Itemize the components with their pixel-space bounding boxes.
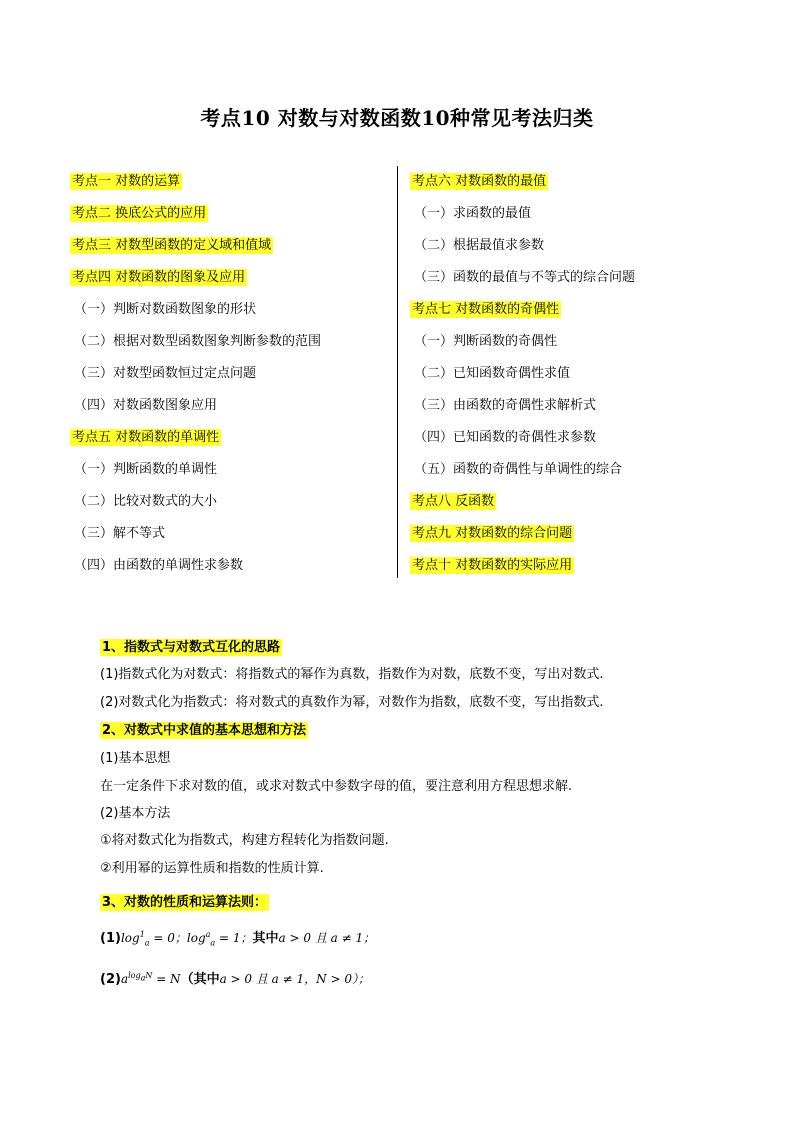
log-1-eq: = 0； [149, 931, 187, 945]
toc-item[interactable] [70, 426, 390, 458]
toc-subtopic-label: （四）对数函数图象应用 [74, 398, 218, 413]
power-exp-sub: a [140, 973, 146, 983]
log-2-eq: = 1； [215, 931, 253, 945]
toc-subtopic-label: （二）比较对数式的大小 [74, 494, 218, 509]
toc-item[interactable] [70, 298, 390, 330]
power-eq: = N [152, 972, 181, 986]
toc-topic-label: 考点七 对数函数的奇偶性 [412, 302, 560, 317]
toc-subtopic-label: （一）求函数的最值 [414, 206, 532, 221]
toc-subtopic-label: （二）已知函数奇偶性求值 [414, 366, 571, 381]
toc-item[interactable] [410, 458, 740, 490]
toc-item[interactable] [70, 522, 390, 554]
formula-2-condition: a > 0 且 a ≠ 1，N > 0）； [219, 972, 370, 986]
section-1-heading [100, 636, 282, 655]
toc-item[interactable] [70, 266, 390, 298]
toc-topic-label: 考点四 对数函数的图象及应用 [72, 270, 246, 285]
toc-subtopic-label: （一）判断对数函数图象的形状 [74, 302, 257, 317]
power-base: a [120, 972, 129, 986]
power-exponent [128, 971, 153, 983]
toc-item[interactable] [410, 522, 740, 554]
toc-item[interactable] [70, 394, 390, 426]
toc-subtopic-label: （四）已知函数的奇偶性求参数 [414, 430, 597, 445]
section-2-subheading-1: (1)基本思想 [100, 751, 171, 766]
section-3-heading [100, 891, 269, 910]
toc-item[interactable] [410, 426, 740, 458]
section-2-method-1: ①将对数式化为指数式，构建方程转化为指数问题. [100, 833, 389, 848]
log-expression-2 [186, 930, 253, 948]
toc-topic-label: 考点六 对数函数的最值 [412, 174, 547, 189]
toc-subtopic-label: （二）根据对数型函数图象判断参数的范围 [74, 334, 322, 349]
toc-item[interactable] [410, 266, 740, 298]
formula-1-number: (1) [100, 931, 121, 946]
toc-item[interactable] [410, 490, 740, 522]
log-1-sup: 1 [139, 930, 145, 939]
toc-left-column [70, 170, 390, 586]
toc-subtopic-label: （三）解不等式 [74, 526, 166, 541]
section-2-para-1: 在一定条件下求对数的值，或求对数式中参数字母的值，要注意利用方程思想求解. [100, 779, 573, 794]
toc-item[interactable] [410, 298, 740, 330]
log-2-sub: a [210, 938, 216, 948]
toc-item[interactable] [70, 554, 390, 586]
power-expression [121, 972, 181, 986]
formula-2 [100, 968, 370, 987]
toc-item[interactable] [70, 362, 390, 394]
toc-item[interactable] [410, 362, 740, 394]
toc-topic-label: 考点五 对数函数的单调性 [72, 430, 220, 445]
toc-subtopic-label: （一）判断函数的单调性 [74, 462, 218, 477]
toc-subtopic-label: （二）根据最值求参数 [414, 238, 545, 253]
formula-2-number: (2) [100, 972, 121, 987]
toc-subtopic-label: （五）函数的奇偶性与单调性的综合 [414, 462, 623, 477]
section-2-heading [100, 719, 308, 738]
section-2-heading-text: 2、对数式中求值的基本思想和方法 [102, 723, 307, 738]
section-2-subheading-2: (2)基本方法 [100, 806, 171, 821]
toc-item[interactable] [410, 202, 740, 234]
power-exp-n: N [145, 971, 153, 980]
toc-subtopic-label: （三）对数型函数恒过定点问题 [74, 366, 257, 381]
toc-item[interactable] [410, 394, 740, 426]
toc-item[interactable] [410, 554, 740, 586]
toc-item[interactable] [70, 330, 390, 362]
section-1-heading-text: 1、指数式与对数式互化的思路 [102, 640, 281, 655]
page-title: 考点10 对数与对数函数10种常见考法归类 [200, 106, 594, 130]
toc-item[interactable] [70, 170, 390, 202]
toc-item[interactable] [70, 490, 390, 522]
toc-subtopic-label: （四）由函数的单调性求参数 [74, 558, 244, 573]
toc-item[interactable] [410, 234, 740, 266]
section-3-heading-text: 3、对数的性质和运算法则： [102, 895, 268, 910]
toc-topic-label: 考点一 对数的运算 [72, 174, 181, 189]
power-exp-log: log [128, 971, 141, 980]
toc-subtopic-label: （一）判断函数的奇偶性 [414, 334, 558, 349]
toc-topic-label: 考点二 换底公式的应用 [72, 206, 207, 221]
log-expression-1 [120, 930, 187, 948]
toc-item[interactable] [410, 330, 740, 362]
log-1-text: log [120, 931, 140, 945]
log-2-text: log [186, 931, 206, 945]
toc-subtopic-label: （三）由函数的奇偶性求解析式 [414, 398, 597, 413]
toc-item[interactable] [70, 234, 390, 266]
toc-topic-label: 考点九 对数函数的综合问题 [412, 526, 573, 541]
toc-topic-label: 考点三 对数型函数的定义域和值域 [72, 238, 272, 253]
formula-1 [100, 927, 375, 947]
log-1-sub: a [144, 938, 150, 948]
formula-1-condition: a > 0 且 a ≠ 1； [278, 931, 376, 945]
formula-1-condition-label: 其中 [252, 931, 279, 946]
toc-topic-label: 考点八 反函数 [412, 494, 495, 509]
section-1-para-1: (1)指数式化为对数式：将指数式的幂作为真数，指数作为对数，底数不变，写出对数式. [100, 667, 604, 682]
toc-right-column [410, 170, 740, 586]
log-2-sup: a [205, 930, 211, 939]
toc-item[interactable] [70, 458, 390, 490]
formula-2-condition-label: （其中 [180, 972, 220, 987]
section-1-para-2: (2)对数式化为指数式：将对数式的真数作为幂，对数作为指数，底数不变，写出指数式. [100, 695, 604, 710]
toc-item[interactable] [410, 170, 740, 202]
section-2-method-2: ②利用幂的运算性质和指数的性质计算. [100, 861, 324, 876]
toc-subtopic-label: （三）函数的最值与不等式的综合问题 [414, 270, 636, 285]
toc-divider [397, 166, 398, 578]
toc-topic-label: 考点十 对数函数的实际应用 [412, 558, 573, 573]
toc-item[interactable] [70, 202, 390, 234]
